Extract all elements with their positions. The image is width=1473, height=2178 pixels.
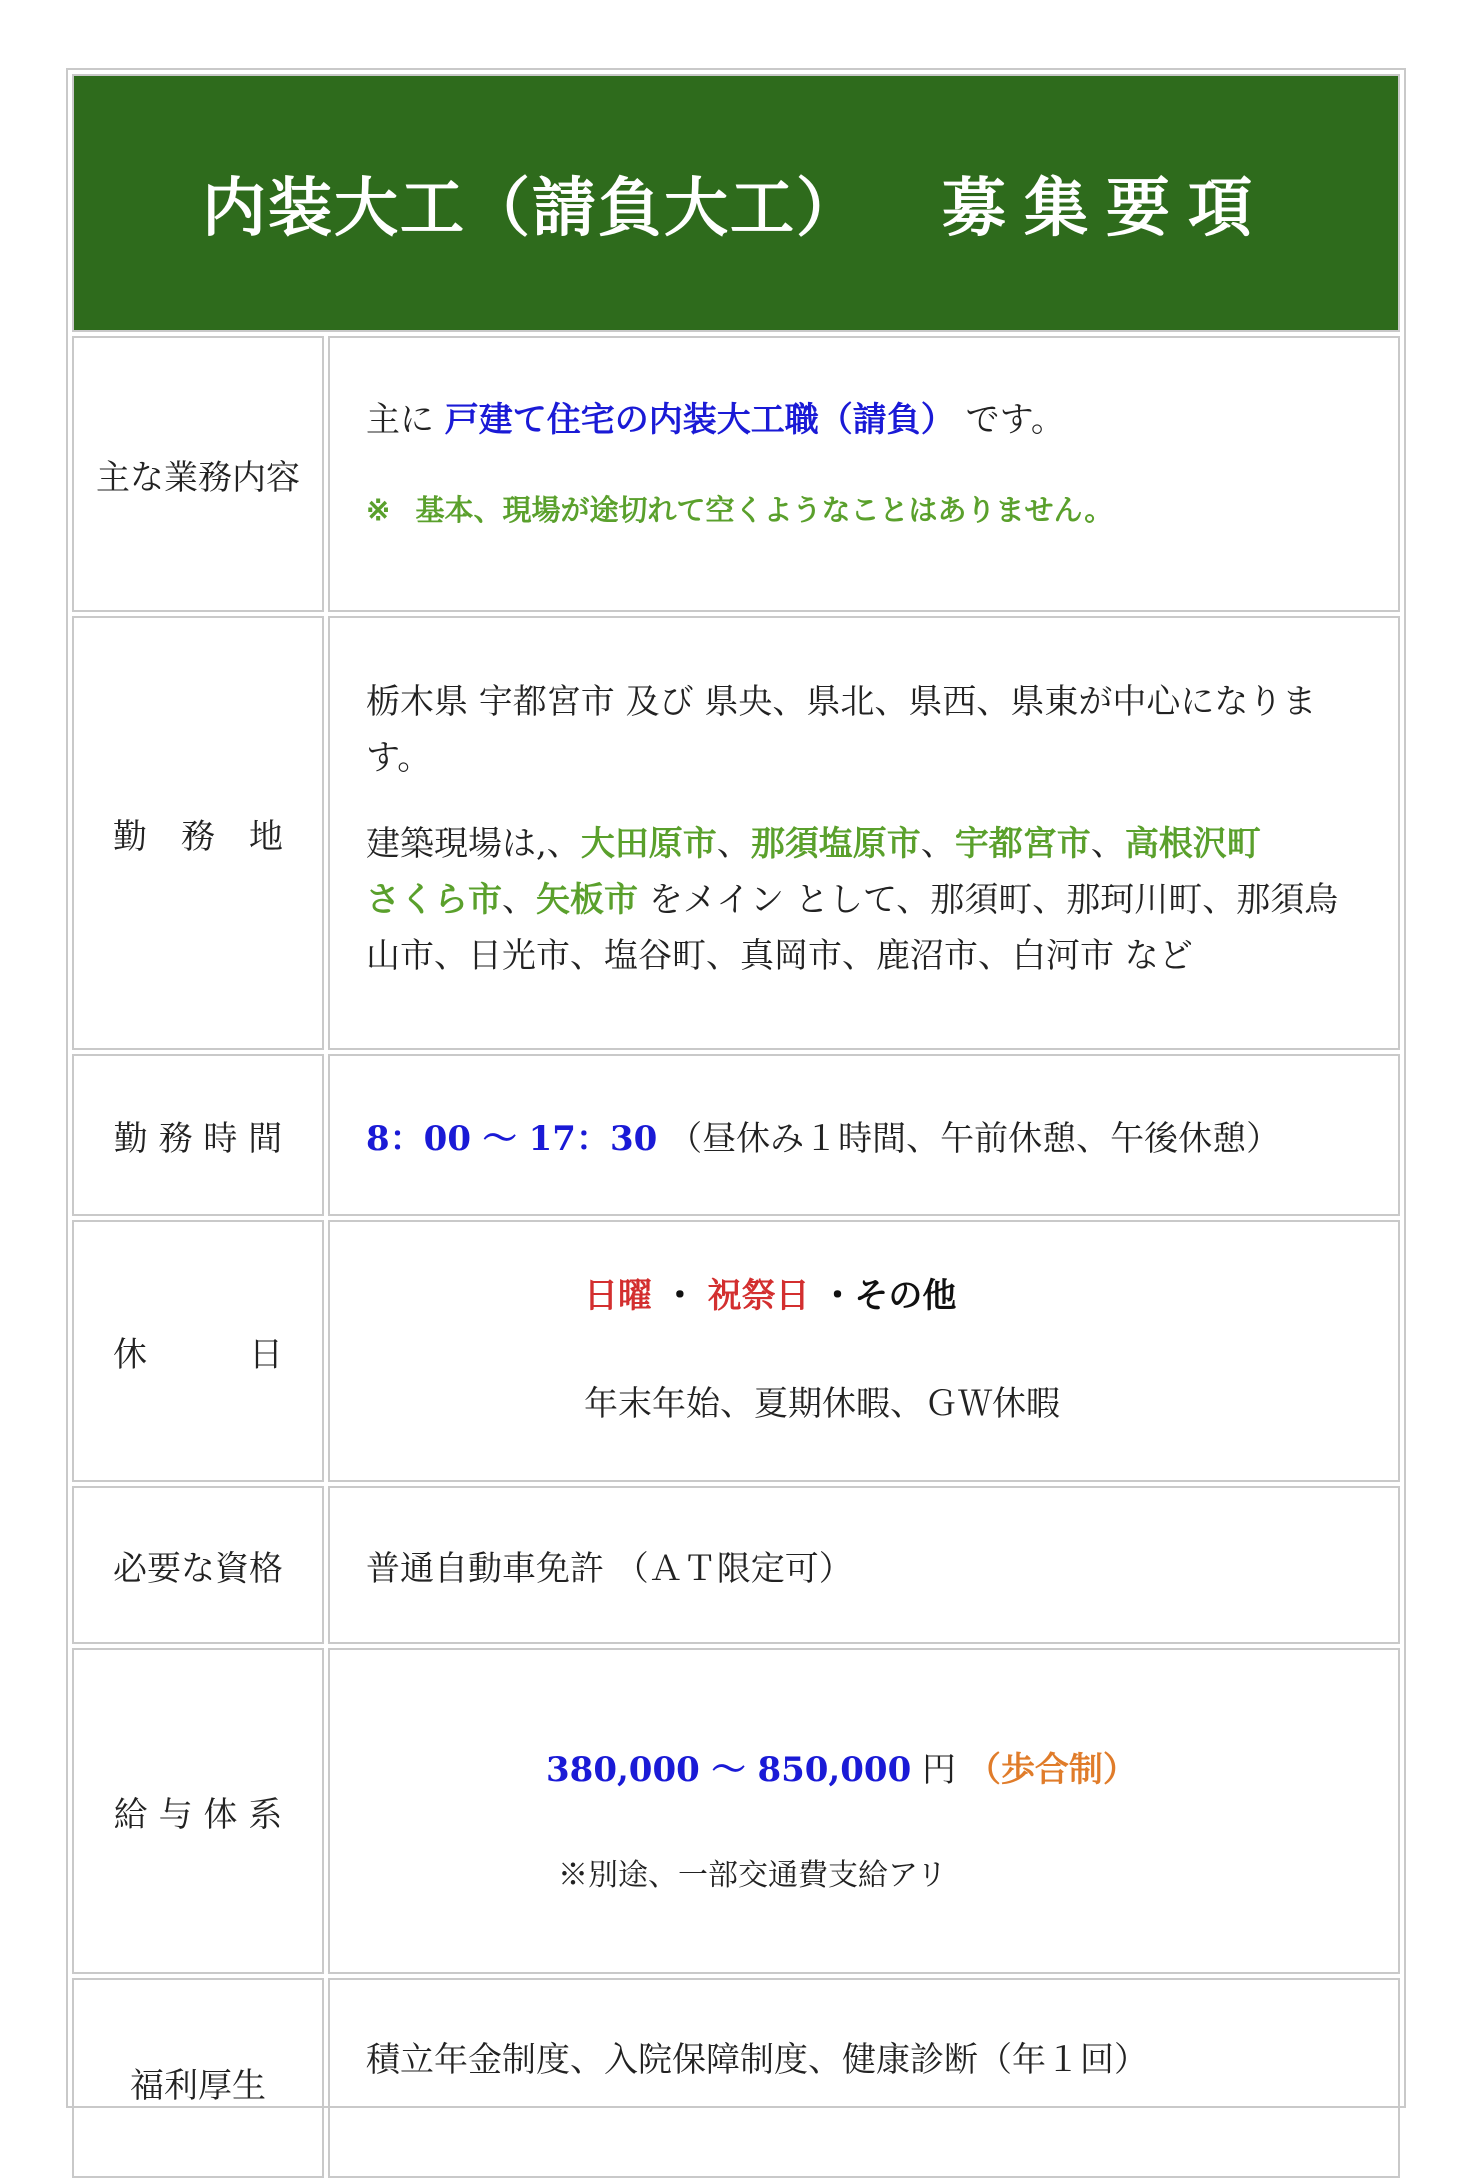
salary-note: ※別途、一部交通費支給アリ xyxy=(558,1858,947,1893)
row-benefits xyxy=(72,1978,1400,2178)
label-hours: 勤 務 時 間 xyxy=(72,1054,324,1216)
holiday-sunday: 日曜 xyxy=(584,1276,652,1316)
city-utsunomiya: 宇都宮市 xyxy=(954,824,1091,864)
row-qualification xyxy=(72,1486,1400,1644)
city-nasushiobara: 那須塩原市 xyxy=(750,824,921,864)
holiday-other: ・その他 xyxy=(820,1276,957,1316)
hours-time: 8：00 〜 17：30 xyxy=(366,1118,658,1159)
duties-note: 基本、現場が途切れて空くようなことはありません。 xyxy=(415,493,1114,527)
cell-qualification xyxy=(328,1486,1400,1644)
label-qualification: 必要な資格 xyxy=(72,1486,324,1644)
salary-system: （歩合制） xyxy=(966,1750,1137,1790)
cell-hours xyxy=(328,1054,1400,1216)
label-benefits: 福利厚生 xyxy=(72,1978,324,2178)
duties-highlight: 戸建て住宅の内装大工職（請負） xyxy=(444,400,955,440)
hours-detail: （昼休み１時間、午前休憩、午後休憩） xyxy=(668,1118,1281,1159)
city-takanezawa: 高根沢町 xyxy=(1124,824,1261,864)
holiday-extra: 年末年始、夏期休暇、ＧＷ休暇 xyxy=(584,1384,1060,1424)
salary-range: 380,000 〜 850,000 xyxy=(546,1750,912,1790)
row-location xyxy=(72,616,1400,1050)
label-salary: 給 与 体 系 xyxy=(72,1648,324,1974)
row-holidays xyxy=(72,1220,1400,1482)
label-location: 勤 務 地 xyxy=(72,616,324,1050)
duties-note-mark: ※ xyxy=(366,493,391,527)
holiday-dot: ・ xyxy=(662,1276,697,1316)
separator: 、 xyxy=(502,880,536,920)
qualification-text: 普通自動車免許 （ＡＴ限定可） xyxy=(366,1548,853,1589)
recruitment-sheet xyxy=(66,68,1406,2108)
cell-duties xyxy=(328,336,1400,612)
label-holidays: 休 日 xyxy=(72,1220,324,1482)
city-yaita: 矢板市 xyxy=(536,880,638,920)
city-otawara: 大田原市 xyxy=(580,824,717,864)
benefits-text: 積立年金制度、入院保障制度、健康診断（年１回） xyxy=(366,2040,1148,2080)
page-title: 内装大工（請負大工） xyxy=(202,171,862,246)
page-header xyxy=(72,74,1400,332)
salary-unit: 円 xyxy=(922,1750,957,1790)
row-hours xyxy=(72,1054,1400,1216)
duties-prefix: 主に xyxy=(366,400,434,440)
location-sites xyxy=(366,816,1362,984)
row-salary xyxy=(72,1648,1400,1974)
location-rest: をメイン として、那須町、那珂川町、那須烏山市、日光市、塩谷町、真岡市、鹿沼市、白河市 など xyxy=(366,880,1339,976)
holiday-national: 祝祭日 xyxy=(707,1276,810,1316)
cell-holidays xyxy=(328,1220,1400,1482)
cell-salary xyxy=(328,1648,1400,1974)
location-intro: 建築現場は,、 xyxy=(366,824,581,864)
duties-suffix: です。 xyxy=(965,400,1065,440)
cell-benefits xyxy=(328,1978,1400,2178)
row-duties xyxy=(72,336,1400,612)
separator: 、 xyxy=(1090,824,1125,864)
cell-location xyxy=(328,616,1400,1050)
label-duties: 主な業務内容 xyxy=(72,336,324,612)
city-sakura: さくら市 xyxy=(366,880,502,920)
location-line1: 栃木県 宇都宮市 及び 県央、県北、県西、県東が中心になります。 xyxy=(366,682,1317,778)
separator: 、 xyxy=(716,824,751,864)
separator: 、 xyxy=(920,824,955,864)
page-subtitle: 募集要項 xyxy=(942,171,1270,246)
